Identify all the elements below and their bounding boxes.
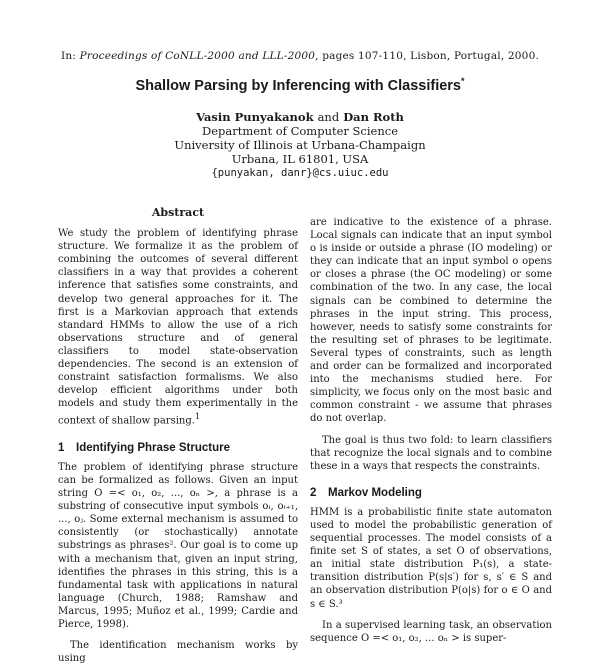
left-column bbox=[58, 206, 298, 665]
right-paragraph-1: are indicative to the existence of a phrase. Local signals can indicate that an input symbol o is inside or outside a phrase (IO modeling) or they can indicate that an input symbol o opens or closes a phrase (the OC modeling) or some combination of the two. In any case, the local signals can be combined to determine the phrases in the input string. This process, however, needs to satisfy some constraints for the resulting set of phrases to be legitimate. Several types of constraints, such as length and order can be formalized and incorporated into the mechanisms studied here. For simplicity, we focus only on the most basic and common constraint - we assume that phrases do not overlap. bbox=[310, 217, 552, 425]
section-1-heading bbox=[58, 442, 298, 455]
paper-title-text: Shallow Parsing by Inferencing with Classifiers bbox=[135, 77, 461, 94]
abstract-text bbox=[58, 227, 298, 428]
section-1-paragraph-2: The identification mechanism works by using bbox=[58, 640, 298, 665]
title-footnote-mark: * bbox=[461, 76, 465, 86]
venue-line bbox=[0, 50, 600, 62]
author-2: Dan Roth bbox=[343, 110, 404, 124]
author-department: Department of Computer Science bbox=[201, 124, 399, 138]
author-block bbox=[0, 110, 600, 180]
section-2-paragraph-1: HMM is a probabilistic finite state automaton used to model the probabilistic generation of sequential processes. The model consists of a finite set S of states, a set O of observations, an initial state distribution P₁(s), a state-transition distribution P(s|s′) for s, s′ ∈ S and an observation distribution P(o|s) for o ∈ O and s ∈ S.³ bbox=[310, 506, 552, 610]
right-column bbox=[310, 216, 552, 645]
author-names bbox=[0, 110, 600, 124]
author-email: {punyakan, danr}@cs.uiuc.edu bbox=[211, 167, 389, 179]
venue-proceedings: Proceedings of CoNLL-2000 and LLL-2000 bbox=[79, 50, 316, 62]
section-2-title: Markov Modeling bbox=[328, 486, 422, 499]
section-2-heading bbox=[310, 487, 552, 500]
section-1-paragraph-1: The problem of identifying phrase structure can be formalized as follows. Given an input string O =< o₁, o₂, ..., oₙ >, a phrase is a substring of consecutive input symbols oᵢ, oᵢ₊₁, ..., oⱼ. Some external mechanism is assumed to consistently (or stochastically) annotate substrings as phrases². Our goal is to come up with a mechanism that, given an input string, identifies the phrases in this string, this is a fundamental task with applications in natural language (Church, 1988; Ramshaw and Marcus, 1995; Muñoz et al., 1999; Cardie and Pierce, 1998). bbox=[58, 461, 298, 631]
section-1-number: 1 bbox=[58, 441, 65, 454]
abstract-body: We study the problem of identifying phrase structure. We formalize it as the problem of combining the outcomes of several different classifiers in a way that provides a coherent inference that satisfies some constraints, and develop two general approaches for it. The first is a Markovian approach that extends standard HMMs to allow the use of a rich observations structure and of general classifiers to model state-observation dependencies. The second is an extension of constraint satisfaction formalisms. We also develop efficient algorithms under both models and study them experimentally in the context of shallow parsing. bbox=[58, 228, 298, 427]
author-1: Vasin Punyakanok bbox=[196, 110, 314, 124]
right-paragraph-2: The goal is thus two fold: to learn classifiers that recognize the local signals and to combine these in a ways that respects the constraints. bbox=[310, 434, 552, 472]
abstract-heading: Abstract bbox=[151, 206, 205, 219]
author-conjunction: and bbox=[317, 110, 340, 124]
abstract-footnote-mark: 1 bbox=[194, 411, 201, 422]
section-2-number: 2 bbox=[310, 486, 317, 499]
paper-title bbox=[0, 76, 600, 94]
author-university: University of Illinois at Urbana-Champaign bbox=[174, 138, 426, 152]
section-1-title: Identifying Phrase Structure bbox=[76, 441, 231, 454]
section-2-paragraph-2: In a supervised learning task, an observation sequence O =< o₁, o₂, ... oₙ > is super- bbox=[310, 619, 552, 644]
venue-prefix: In: bbox=[61, 50, 77, 62]
author-city: Urbana, IL 61801, USA bbox=[231, 152, 369, 166]
venue-suffix: , pages 107-110, Lisbon, Portugal, 2000. bbox=[315, 50, 539, 62]
